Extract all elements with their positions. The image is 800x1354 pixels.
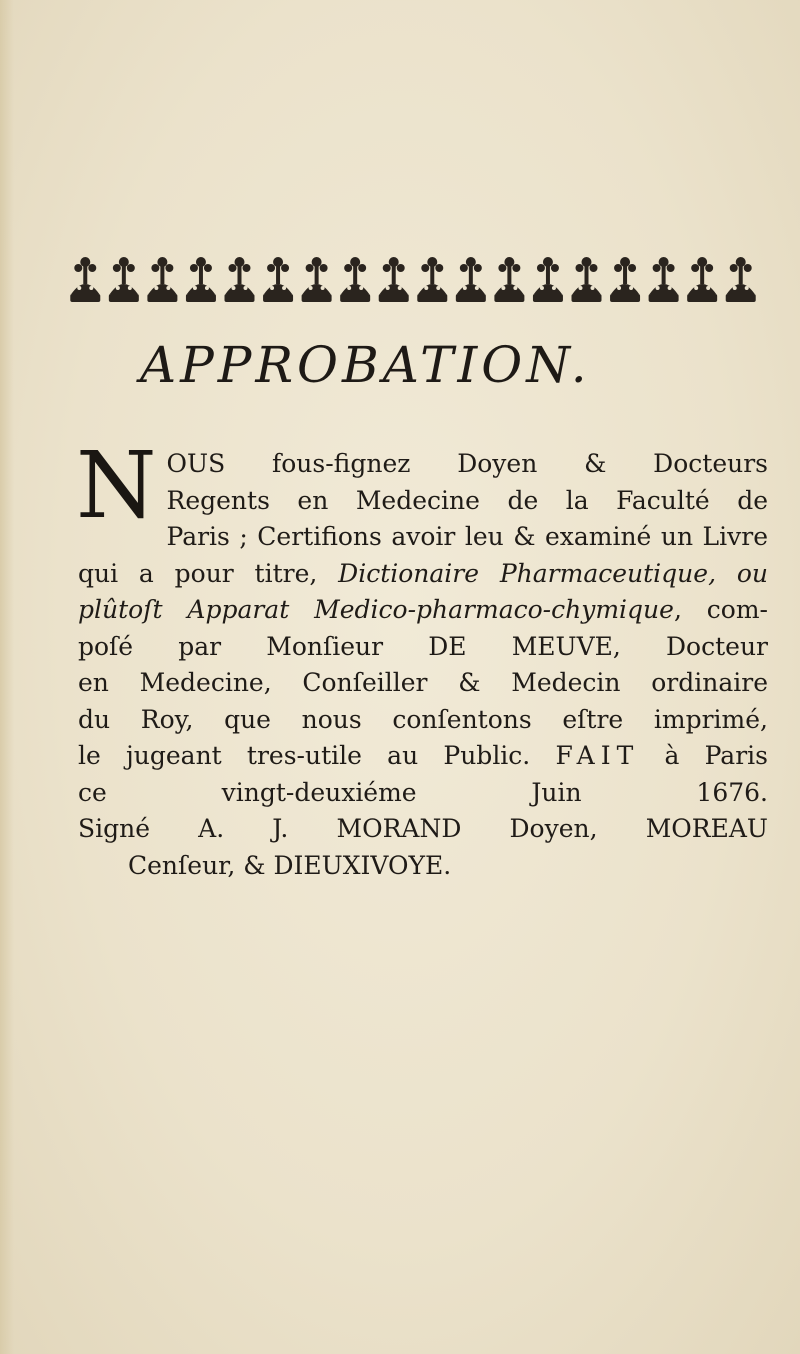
approbation-text [76,432,768,884]
fleuron-icon [533,257,563,302]
text-line [78,811,768,848]
text-run: à Paris [639,741,768,770]
text-line [78,483,768,520]
italic-text: plûtoſt Apparat Medico-pharmaco-chymique [78,595,674,624]
fleuron-icon [263,257,293,302]
fleuron-icon [70,257,100,302]
text-run: ce vingt-deuxiéme Juin 1676. [78,777,768,807]
fleuron-icon [649,257,679,302]
text-run: Regents en Medecine de la Faculté de [166,485,768,515]
text-line [78,848,768,885]
text-line [78,519,768,556]
text-line [78,556,768,593]
text-run: qui a pour titre, [78,558,339,588]
fleuron-icon [225,257,255,302]
italic-text: Dictionaire Pharmaceutique, ou [338,558,768,588]
fleuron-icon [147,257,177,302]
fleuron-icon [726,257,756,302]
text-run: Cenſeur, & DIEUXIVOYE. [128,850,452,880]
text-run: Paris ; Certifions avoir leu & examiné un Livre [166,522,768,551]
fleuron-icon [340,257,370,302]
fleuron-icon [610,257,640,302]
text-line [78,738,768,775]
text-run: , com- [673,595,768,624]
text-line [78,592,768,629]
fleuron-icon [379,257,409,302]
text-run: du Roy, que nous conſentons eſtre imprimé, [78,704,768,734]
text-line [78,775,768,812]
text-line [78,665,768,702]
text-line [78,629,768,666]
fleuron-icon [687,257,717,302]
text-run: poſé par Monſieur DE MEUVE, Docteur [78,631,768,661]
text-run: en Medecine, Conſeiller & Medecin ordinaire [78,668,768,697]
text-run: OUS fous-fignez Doyen & Docteurs [166,449,768,478]
fleuron-icon [109,257,139,302]
text-line [78,702,768,739]
text-run: le jugeant tres-utile au Public. [78,741,556,770]
fleuron-icon [186,257,216,302]
fleuron-icon [456,257,486,302]
page-title: APPROBATION. [140,336,591,394]
fleuron-icon [302,257,332,302]
drop-cap: N [76,432,157,539]
text-line [78,446,768,483]
fleuron-icon [494,257,524,302]
fleuron-icon [417,257,447,302]
text-run: FAIT [555,741,640,770]
fleuron-icon [572,257,602,302]
floral-ornament-band [66,252,760,308]
text-run: Signé A. J. MORAND Doyen, MOREAU [78,814,768,843]
